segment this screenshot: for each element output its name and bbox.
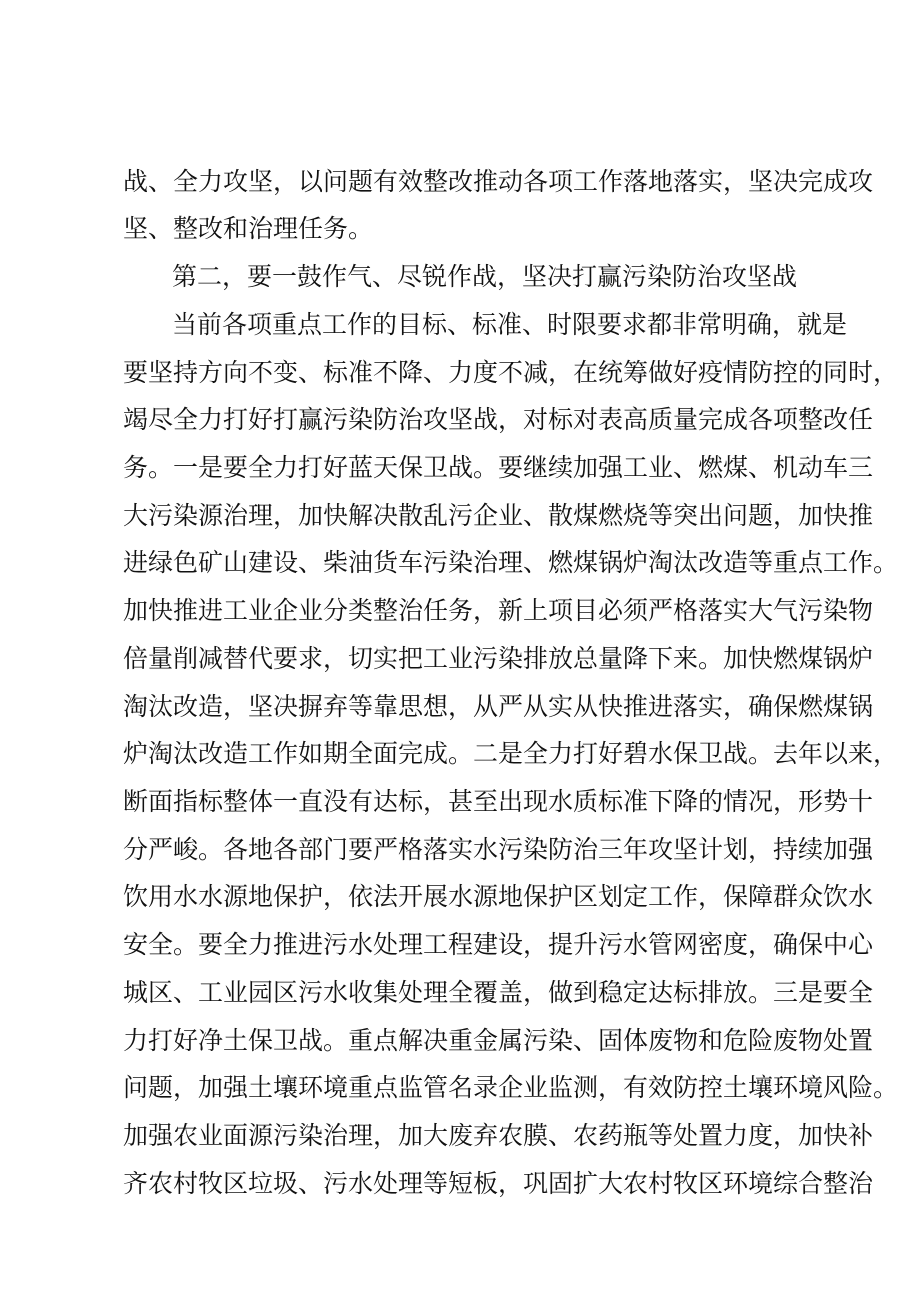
body-text-line: 问题，加强土壤环境重点监管名录企业监测，有效防控土壤环境风险。: [123, 1073, 899, 1102]
body-text-line: 务。一是要全力打好蓝天保卫战。要继续加强工业、燃煤、机动车三: [123, 453, 874, 482]
body-text-line: 大污染源治理，加快解决散乱污企业、散煤燃烧等突出问题，加快推: [123, 501, 874, 530]
body-text-line: 加快推进工业企业分类整治任务，新上项目必须严格落实大气污染物: [123, 596, 874, 625]
body-text-line: 战、全力攻坚，以问题有效整改推动各项工作落地落实，坚决完成攻: [123, 167, 874, 196]
body-text-line: 力打好净土保卫战。重点解决重金属污染、固体废物和危险废物处置: [123, 1026, 874, 1055]
body-text-line: 竭尽全力打好打赢污染防治攻坚战，对标对表高质量完成各项整改任: [123, 405, 874, 434]
body-text-line: 要坚持方向不变、标准不降、力度不减，在统筹做好疫情防控的同时，: [123, 358, 899, 387]
body-text-line: 进绿色矿山建设、柴油货车污染治理、燃煤锅炉淘汰改造等重点工作。: [123, 548, 899, 577]
section-heading: 第二，要一鼓作气、尽锐作战，坚决打赢污染防治攻坚战: [172, 262, 798, 291]
body-text-line: 加强农业面源污染治理，加大废弃农膜、农药瓶等处置力度，加快补: [123, 1121, 874, 1150]
body-text-line: 城区、工业园区污水收集处理全覆盖，做到稳定达标排放。三是要全: [123, 978, 874, 1007]
body-text-line: 齐农村牧区垃圾、污水处理等短板，巩固扩大农村牧区环境综合整治: [123, 1169, 874, 1198]
body-text-line: 淘汰改造，坚决摒弃等靠思想，从严从实从快推进落实，确保燃煤锅: [123, 692, 874, 721]
body-text-line: 分严峻。各地各部门要严格落实水污染防治三年攻坚计划，持续加强: [123, 835, 874, 864]
body-text-line: 坚、整改和治理任务。: [123, 214, 374, 243]
body-text-line: 当前各项重点工作的目标、标准、时限要求都非常明确，就是: [172, 310, 848, 339]
body-text-line: 断面指标整体一直没有达标，甚至出现水质标准下降的情况，形势十: [123, 787, 874, 816]
body-text-line: 安全。要全力推进污水处理工程建设，提升污水管网密度，确保中心: [123, 930, 874, 959]
body-text-line: 倍量削减替代要求，切实把工业污染排放总量降下来。加快燃煤锅炉: [123, 644, 874, 673]
body-text-line: 饮用水水源地保护，依法开展水源地保护区划定工作，保障群众饮水: [123, 882, 874, 911]
body-text-line: 炉淘汰改造工作如期全面完成。二是全力打好碧水保卫战。去年以来，: [123, 739, 899, 768]
